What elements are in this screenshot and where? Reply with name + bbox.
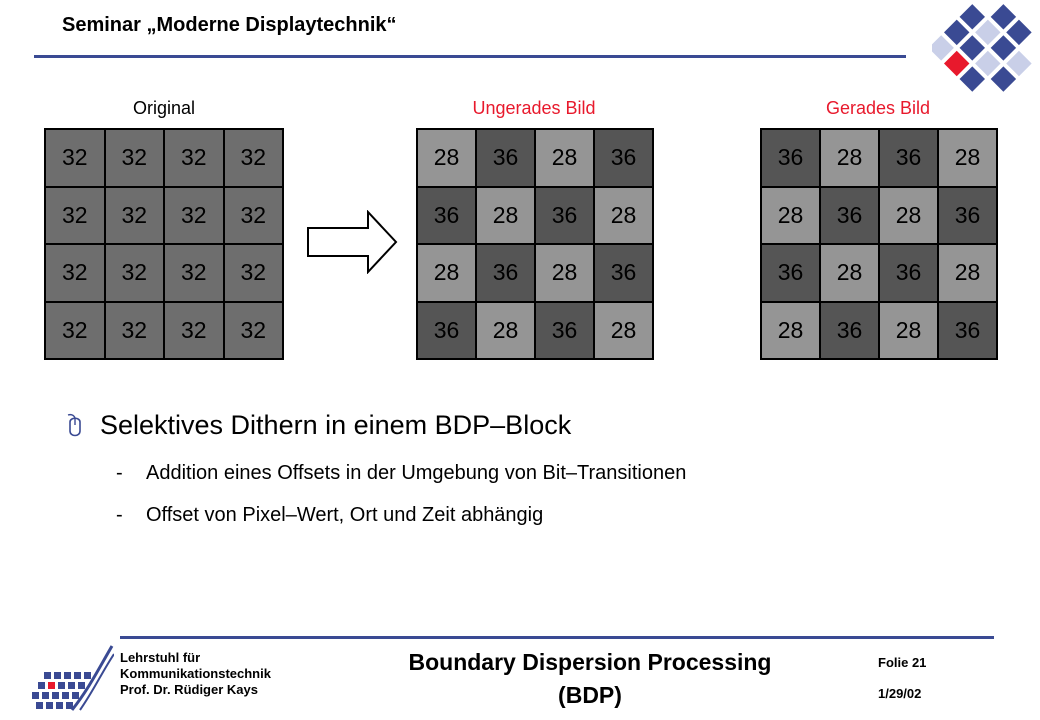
grid-cell: 28 — [939, 130, 998, 188]
grid-cell: 32 — [225, 303, 285, 361]
grid-cell: 28 — [939, 245, 998, 303]
sub-bullet-text: Addition eines Offsets in der Umgebung von Bit–Transitionen — [146, 462, 687, 484]
grid-cell: 28 — [880, 188, 939, 246]
mouse-bullet-icon — [62, 413, 88, 439]
grid-cell: 28 — [595, 303, 654, 361]
grid-cell: 36 — [477, 130, 536, 188]
slide-header-title: Seminar „Moderne Displaytechnik“ — [62, 14, 397, 36]
even-frame-grid-label: Gerades Bild — [825, 98, 931, 118]
grid-cell: 28 — [418, 130, 477, 188]
grid-cell: 36 — [880, 245, 939, 303]
sub-bullet-dash: - — [116, 504, 123, 526]
grid-cell: 32 — [165, 245, 225, 303]
grid-cell: 36 — [536, 303, 595, 361]
grid-cell: 32 — [165, 303, 225, 361]
grid-cell: 28 — [762, 188, 821, 246]
grid-cell: 36 — [762, 130, 821, 188]
footer-title-line-1: Boundary Dispersion Processing — [408, 649, 772, 675]
grid-cell: 36 — [477, 245, 536, 303]
grid-cell: 28 — [418, 245, 477, 303]
grid-cell: 36 — [536, 188, 595, 246]
institute-grid-logo-icon — [28, 640, 114, 716]
grid-cell: 36 — [762, 245, 821, 303]
grid-cell: 32 — [46, 130, 106, 188]
footer-title-line-2: (BDP) — [558, 682, 622, 708]
original-pixel-grid — [44, 128, 284, 360]
sub-bullet-dash: - — [116, 462, 123, 484]
grid-cell: 36 — [821, 303, 880, 361]
grid-cell: 36 — [418, 188, 477, 246]
header-divider — [34, 55, 906, 58]
original-grid-label: Original — [132, 98, 196, 118]
grid-cell: 28 — [477, 303, 536, 361]
grid-cell: 32 — [165, 130, 225, 188]
odd-frame-pixel-grid — [416, 128, 654, 360]
grid-cell: 36 — [595, 245, 654, 303]
grid-cell: 28 — [821, 245, 880, 303]
grid-cell: 28 — [536, 245, 595, 303]
grid-cell: 36 — [418, 303, 477, 361]
grid-cell: 36 — [821, 188, 880, 246]
grid-cell: 32 — [165, 188, 225, 246]
grid-cell: 32 — [46, 245, 106, 303]
grid-cell: 36 — [939, 303, 998, 361]
grid-cell: 32 — [106, 188, 166, 246]
footer-divider — [120, 636, 994, 639]
grid-cell: 32 — [106, 303, 166, 361]
grid-cell: 32 — [225, 245, 285, 303]
odd-frame-grid-label: Ungerades Bild — [472, 98, 596, 118]
footer-institution-line: Prof. Dr. Rüdiger Kays — [120, 682, 258, 697]
grid-cell: 28 — [536, 130, 595, 188]
grid-cell: 28 — [595, 188, 654, 246]
grid-cell: 32 — [46, 303, 106, 361]
even-frame-pixel-grid — [760, 128, 998, 360]
grid-cell: 32 — [106, 130, 166, 188]
sub-bullet-1 — [116, 462, 686, 485]
grid-cell: 36 — [939, 188, 998, 246]
main-bullet — [62, 410, 571, 441]
main-bullet-text: Selektives Dithern in einem BDP–Block — [100, 410, 572, 440]
grid-cell: 28 — [880, 303, 939, 361]
grid-cell: 36 — [595, 130, 654, 188]
grid-cell: 32 — [225, 188, 285, 246]
grid-cell: 32 — [106, 245, 166, 303]
sub-bullet-text: Offset von Pixel–Wert, Ort und Zeit abhängig — [146, 504, 544, 526]
grid-cell: 28 — [762, 303, 821, 361]
footer-slide-title — [360, 646, 820, 712]
institute-logo-icon — [932, 2, 1038, 98]
slide-date: 1/29/02 — [878, 686, 922, 701]
footer-institution — [120, 650, 271, 698]
grid-cell: 28 — [821, 130, 880, 188]
footer-institution-line: Lehrstuhl für — [120, 650, 201, 665]
footer-institution-line: Kommunikationstechnik — [120, 666, 271, 681]
grid-cell: 32 — [225, 130, 285, 188]
right-arrow-icon — [306, 210, 398, 274]
slide-number: Folie 21 — [878, 655, 927, 670]
sub-bullet-2 — [116, 504, 543, 527]
grid-cell: 28 — [477, 188, 536, 246]
grid-cell: 36 — [880, 130, 939, 188]
grid-cell: 32 — [46, 188, 106, 246]
